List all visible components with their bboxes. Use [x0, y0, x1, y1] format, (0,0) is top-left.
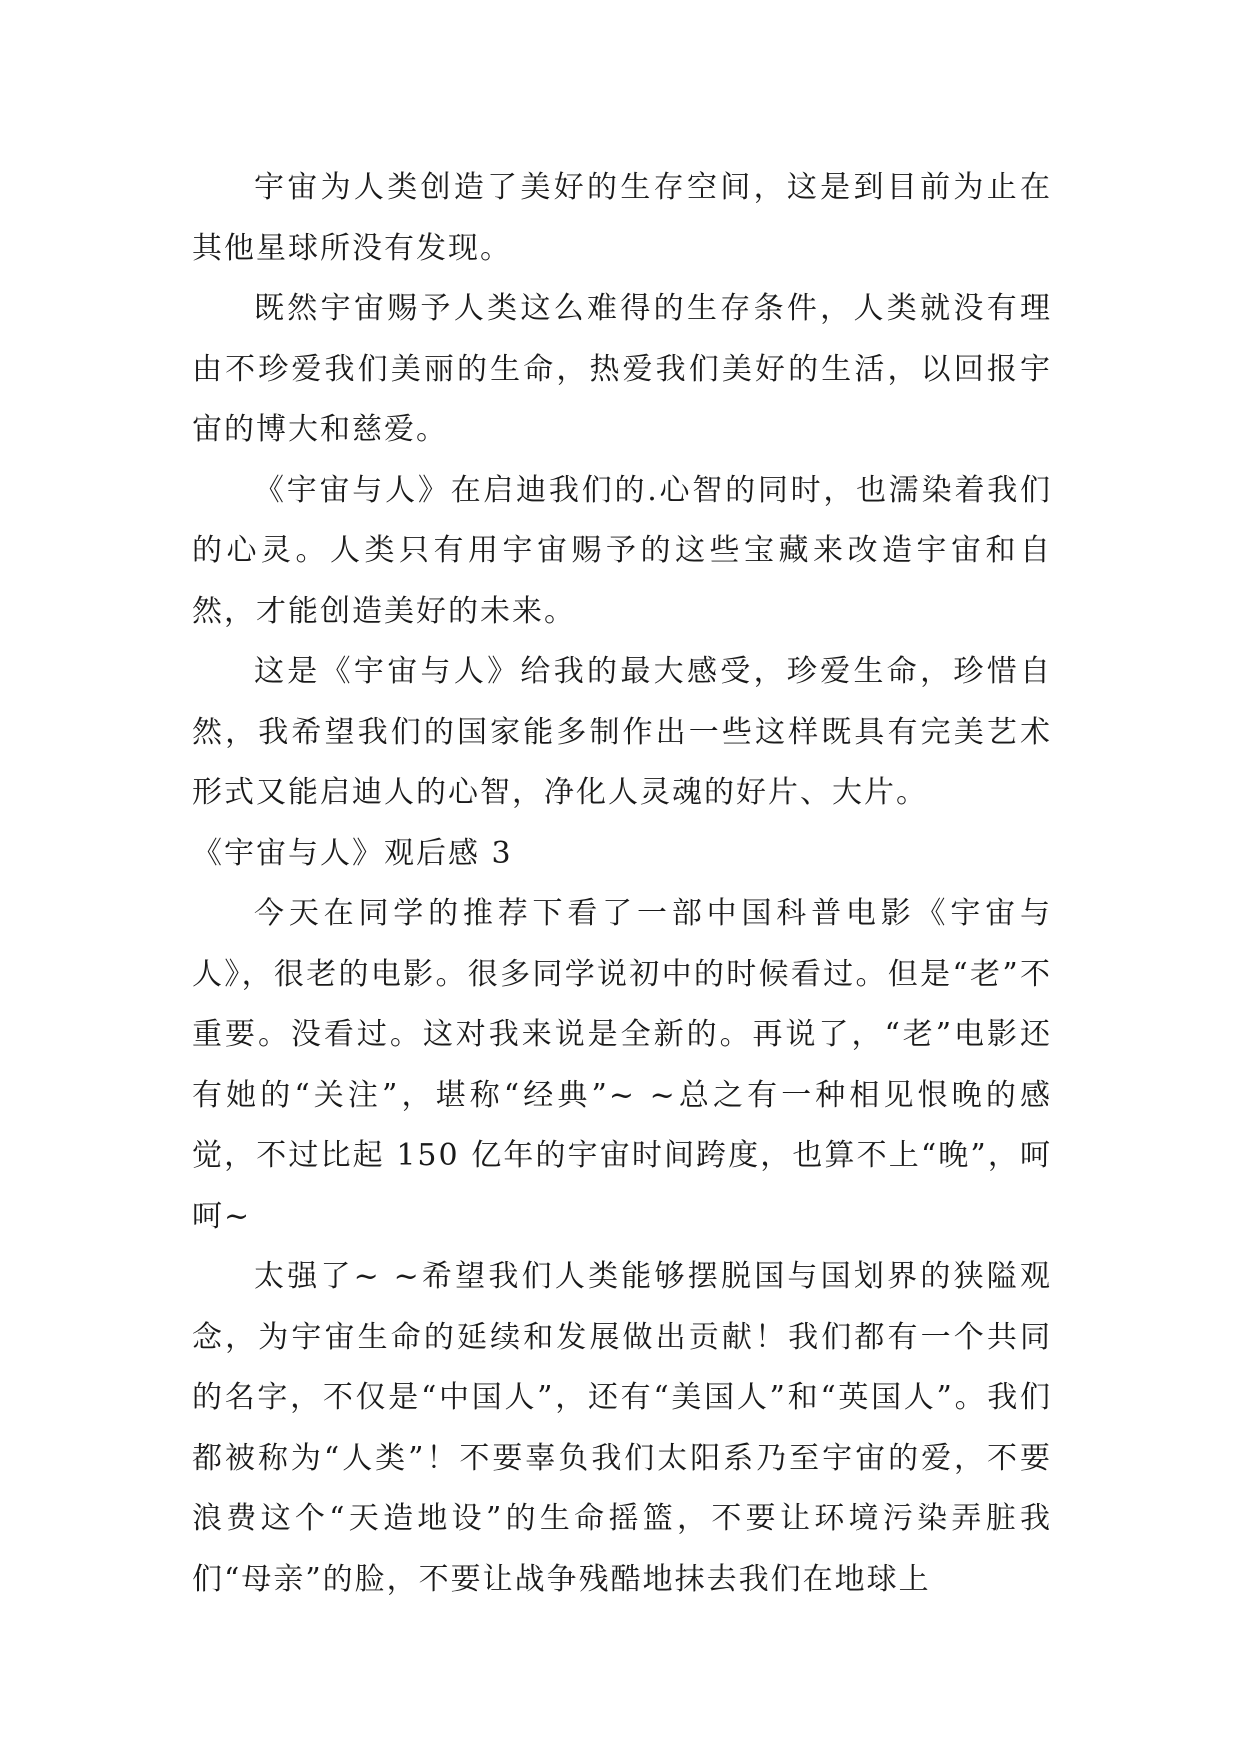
paragraph-1: 宇宙为人类创造了美好的生存空间，这是到目前为止在其他星球所没有发现。	[192, 170, 1052, 266]
paragraph-6: 太强了~ ~希望我们人类能够摆脱国与国划界的狭隘观念，为宇宙生命的延续和发展做出贡献！我们都有一个共同的名字，不仅是“中国人”，还有“美国人”和“英国人”。我们都被称为“人类”！不要辜负我们太阳系乃至宇宙的爱，不要浪费这个“天造地设”的生命摇篮，不要让环境污染弄脏我们“母亲”的脸，不要让战争残酷地抹去我们在地球上	[192, 1259, 1052, 1597]
paragraph-3: 《宇宙与人》在启迪我们的.心智的同时，也濡染着我们的心灵。人类只有用宇宙赐予的这些宝藏来改造宇宙和自然，才能创造美好的未来。	[192, 472, 1052, 629]
document-body	[192, 158, 1052, 1610]
paragraph-5: 今天在同学的推荐下看了一部中国科普电影《宇宙与人》，很老的电影。很多同学说初中的时候看过。但是“老”不重要。没看过。这对我来说是全新的。再说了，“老”电影还有她的“关注”，堪称“经典”~ ~总之有一种相见恨晚的感觉，不过比起 150 亿年的宇宙时间跨度，也算不上“晚”，呵呵~	[192, 896, 1052, 1234]
paragraph-2: 既然宇宙赐予人类这么难得的生存条件，人类就没有理由不珍爱我们美丽的生命，热爱我们美好的生活，以回报宇宙的博大和慈爱。	[192, 291, 1052, 447]
paragraph-4: 这是《宇宙与人》给我的最大感受，珍爱生命，珍惜自然，我希望我们的国家能多制作出一些这样既具有完美艺术形式又能启迪人的心智，净化人灵魂的好片、大片。	[192, 654, 1052, 810]
section-heading: 《宇宙与人》观后感 3	[192, 835, 513, 871]
